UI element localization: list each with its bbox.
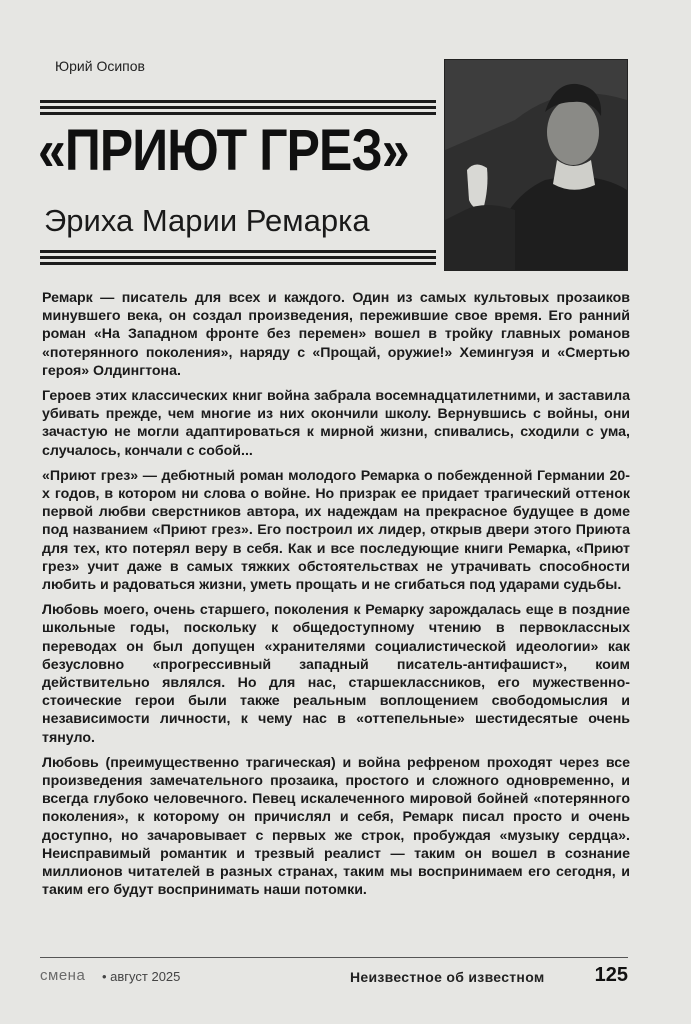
page-number: 125 bbox=[594, 964, 628, 986]
page-footer bbox=[40, 966, 630, 988]
paragraph: Любовь моего, очень старшего, поколения к Ремарку зарождалась еще в поздние школьные годы, поскольку к общедоступному чтению в первоклассных переводах он был допущен «хранителями социалистической идеологии» как безусловно «прогрессивный западный писатель-антифашист», коим действительно являлся. Но для нас, старшеклассников, его мужественно-стоические герои были также реальным воплощением свободомыслия и независимости личности, к чему нас в «оттепельные» шестидесятые очень тянуло. bbox=[42, 602, 630, 746]
paragraph: «Приют грез» — дебютный роман молодого Ремарка о побежденной Германии 20-х годов, в котором ни слова о войне. Но призрак ее придает трагический оттенок первой любви сверстников автора, их надеждам на прекрасное будущее в доме под названием «Приют грез». Его построил их лидер, открыв двери этого Приюта для тех, кто потерял веру в себя. Как и все последующие книги Ремарка, «Приют грез» учит даже в самых тяжких обстоятельствах не утрачивать способности любить и радоваться жизни, уметь прощать и не сгибаться под ударами судьбы. bbox=[42, 467, 630, 594]
author-name: Юрий Осипов bbox=[55, 58, 145, 74]
section-name: Неизвестное об известном bbox=[350, 969, 545, 985]
magazine-brand-logo: смена bbox=[40, 967, 86, 984]
paragraph: Ремарк — писатель для всех и каждого. Один из самых культовых прозаиков минувшего века, он создал произведения, пережившие свое время. Его ранний роман «На Западном фронте без перемен» вошел в тройку главных романов «потерянного поколения», наряду с «Прощай, оружие!» Хемингуэя и «Смертью героя» Олдингтона. bbox=[42, 290, 630, 379]
portrait-illustration bbox=[445, 60, 627, 270]
title-rule-bottom bbox=[40, 250, 436, 268]
issue-date: • август 2025 bbox=[102, 969, 181, 984]
article-body bbox=[42, 289, 630, 907]
footer-divider bbox=[40, 957, 628, 958]
author-portrait-photo bbox=[444, 59, 628, 271]
article-title: «ПРИЮТ ГРЕЗ» bbox=[38, 118, 409, 183]
article-subtitle: Эриха Марии Ремарка bbox=[44, 203, 370, 238]
paragraph: Героев этих классических книг война забрала восемнадцатилетними, и заставила убивать прежде, чем многие из них окончили школу. Вернувшись с войны, они зачастую не могли адаптироваться к мирной жизни, спивались, сходили с ума, случалось, кончали с собой... bbox=[42, 388, 630, 459]
title-rule-top bbox=[40, 100, 436, 118]
paragraph: Любовь (преимущественно трагическая) и война рефреном проходят через все произведения замечательного прозаика, простого и сложного одновременно, и всегда глубоко человечного. Певец искалеченного мировой бойней «потерянного поколения», к которому он причислял и себя, Ремарк писал просто и очень доступно, но зачаровывает с первых же строк, пробуждая «музыку сердца». Неисправимый романтик и трезвый реалист — таким он вошел в сознание миллионов читателей в разных странах, таким мы воспринимаем его сегодня, и таким его будут воспринимать наши потомки. bbox=[42, 754, 630, 899]
